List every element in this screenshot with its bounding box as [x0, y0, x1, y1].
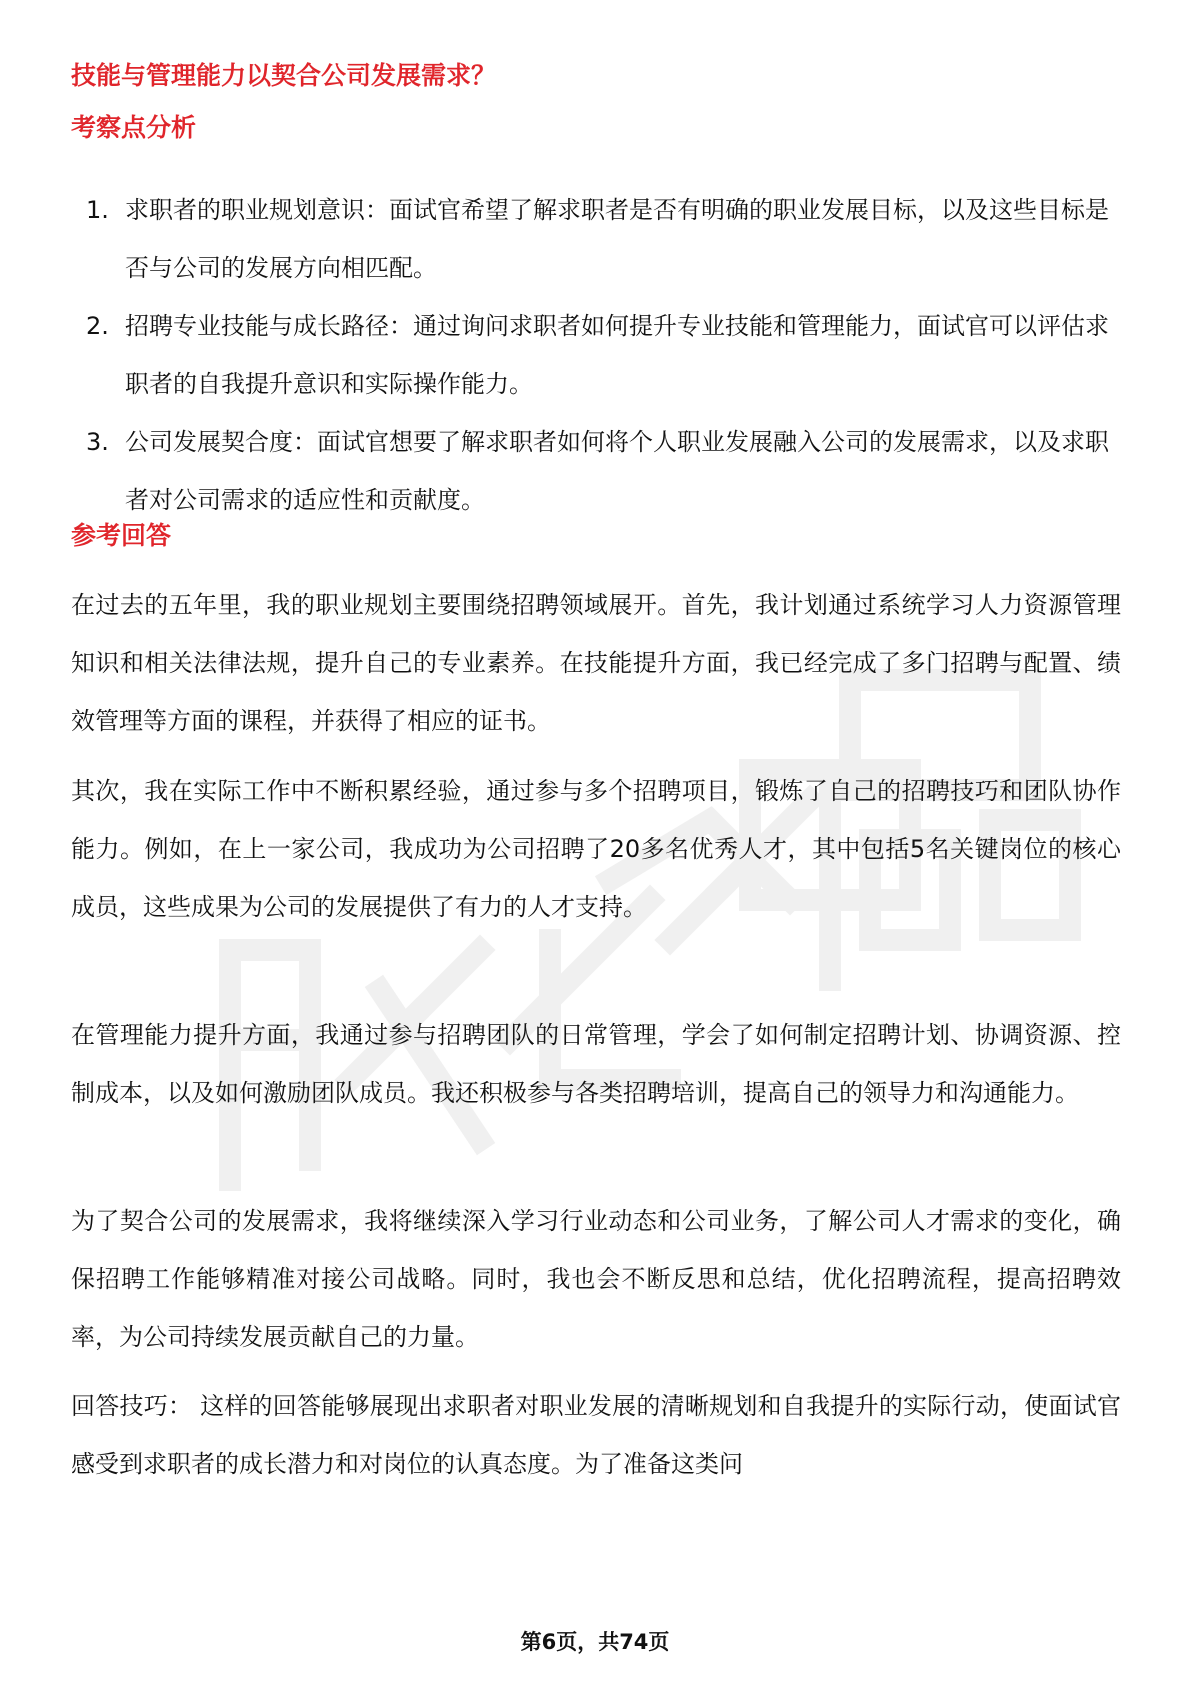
question-title-continuation: 技能与管理能力以契合公司发展需求？ [71, 61, 497, 90]
list-number: 3. [86, 428, 109, 456]
analysis-heading: 考察点分析 [71, 113, 197, 142]
answer-heading: 参考回答 [71, 521, 172, 550]
list-item-text: 招聘专业技能与成长路径：通过询问求职者如何提升专业技能和管理能力，面试官可以评估求职者的自我提升意识和实际操作能力。 [125, 312, 1109, 398]
analysis-item [0, 413, 1115, 529]
answer-paragraph: 为了契合公司的发展需求，我将继续深入学习行业动态和公司业务，了解公司人才需求的变化，确保招聘工作能够精准对接公司战略。同时，我也会不断反思和总结，优化招聘流程，提高招聘效率，为公司持续发展贡献自己的力量。 [71, 1207, 1121, 1351]
answer-paragraph: 在管理能力提升方面，我通过参与招聘团队的日常管理，学会了如何制定招聘计划、协调资源、控制成本，以及如何激励团队成员。我还积极参与各类招聘培训，提高自己的领导力和沟通能力。 [71, 1021, 1121, 1107]
list-number: 2. [86, 312, 109, 340]
answering-tips-paragraph: 回答技巧： 这样的回答能够展现出求职者对职业发展的清晰规划和自我提升的实际行动，使面试官感受到求职者的成长潜力和对岗位的认真态度。为了准备这类问 [71, 1392, 1121, 1478]
analysis-list [0, 181, 1190, 529]
answer-paragraph: 在过去的五年里，我的职业规划主要围绕招聘领域展开。首先，我计划通过系统学习人力资源管理知识和相关法律法规，提升自己的专业素养。在技能提升方面，我已经完成了多门招聘与配置、绩效管理等方面的课程，并获得了相应的证书。 [71, 591, 1121, 735]
page-number-footer: 第6页，共74页 [520, 1630, 670, 1654]
list-item-text: 公司发展契合度：面试官想要了解求职者如何将个人职业发展融入公司的发展需求，以及求职者对公司需求的适应性和贡献度。 [125, 428, 1109, 514]
analysis-item [0, 181, 1115, 297]
answer-paragraph: 其次，我在实际工作中不断积累经验，通过参与多个招聘项目，锻炼了自己的招聘技巧和团队协作能力。例如，在上一家公司，我成功为公司招聘了20多名优秀人才，其中包括5名关键岗位的核心成员，这些成果为公司的发展提供了有力的人才支持。 [71, 777, 1121, 921]
list-number: 1. [86, 196, 109, 224]
list-item-text: 求职者的职业规划意识：面试官希望了解求职者是否有明确的职业发展目标，以及这些目标是否与公司的发展方向相匹配。 [125, 196, 1109, 282]
analysis-item [0, 297, 1115, 413]
